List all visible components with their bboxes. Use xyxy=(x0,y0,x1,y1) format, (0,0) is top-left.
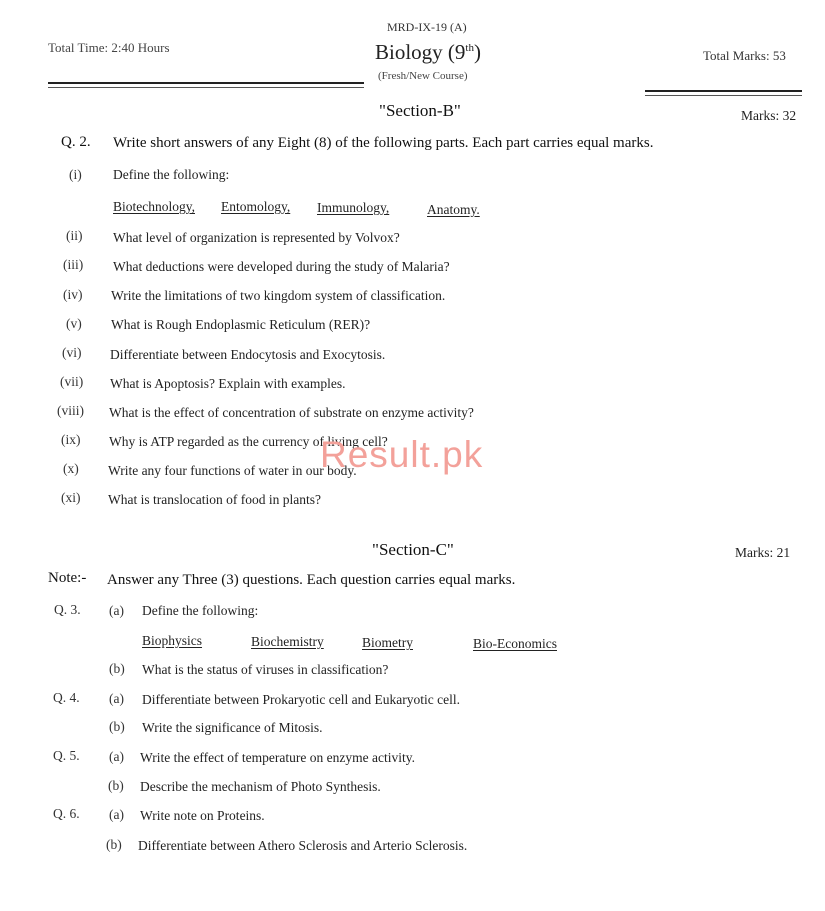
part-text: What level of organization is represented by Volvox? xyxy=(113,230,400,245)
question-number: Q. 3. xyxy=(54,602,81,617)
watermark: Result.pk xyxy=(320,434,484,475)
term-biophysics: Biophysics xyxy=(142,633,203,648)
part-text: Differentiate between Prokaryotic cell and Eukaryotic cell. xyxy=(142,692,460,707)
term-entomology: Entomology, xyxy=(221,199,291,214)
total-time: Total Time: 2:40 Hours xyxy=(48,40,170,55)
part-letter: (b) xyxy=(109,719,125,734)
term-biochemistry: Biochemistry xyxy=(251,634,324,649)
part-letter: (a) xyxy=(109,807,124,822)
header-rule-left xyxy=(48,82,364,84)
term-biometry: Biometry xyxy=(362,635,413,650)
total-marks: Total Marks: 53 xyxy=(703,48,786,63)
header-rule-left-lower xyxy=(48,87,364,88)
part-number: (viii) xyxy=(57,403,84,418)
part-text: What is Apoptosis? Explain with examples. xyxy=(110,376,346,391)
part-number: (v) xyxy=(66,316,82,331)
part-text: What deductions were developed during the study of Malaria? xyxy=(113,259,450,274)
section-b-title: "Section-B" xyxy=(379,101,461,120)
part-number: (xi) xyxy=(61,490,81,505)
part-letter: (b) xyxy=(108,778,124,793)
part-text: What is Rough Endoplasmic Reticulum (RER)? xyxy=(111,317,371,332)
part-number: (vii) xyxy=(60,374,84,389)
part-letter: (a) xyxy=(109,691,124,706)
part-number: (ix) xyxy=(61,432,81,447)
part-text: Write the limitations of two kingdom system of classification. xyxy=(111,288,446,303)
paper-code: MRD-IX-19 (A) xyxy=(387,20,467,34)
section-b-marks: Marks: 32 xyxy=(741,108,797,123)
note-label: Note:- xyxy=(48,570,87,586)
part-text: Write note on Proteins. xyxy=(140,808,265,823)
question-2-instruction: Write short answers of any Eight (8) of the following parts. Each part carries equal marks. xyxy=(113,135,654,151)
part-letter: (a) xyxy=(109,749,124,764)
part-number: (ii) xyxy=(66,228,83,243)
part-text: What is the effect of concentration of substrate on enzyme activity? xyxy=(109,405,474,420)
part-letter: (a) xyxy=(109,603,124,618)
part-number: (iii) xyxy=(63,257,84,272)
part-text: What is translocation of food in plants? xyxy=(108,492,321,507)
part-letter: (b) xyxy=(106,837,122,852)
course-label: (Fresh/New Course) xyxy=(378,70,468,82)
part-text: Write the significance of Mitosis. xyxy=(142,720,323,735)
term-immunology: Immunology, xyxy=(317,200,390,215)
part-text: Write the effect of temperature on enzyme activity. xyxy=(140,750,415,765)
section-c-marks: Marks: 21 xyxy=(735,545,791,560)
part-text: Write any four functions of water in our body. xyxy=(108,463,357,478)
question-number: Q. 4. xyxy=(53,690,80,705)
part-number: (x) xyxy=(63,461,79,476)
part-number: (i) xyxy=(69,167,82,182)
part-letter: (b) xyxy=(109,661,125,676)
question-number: Q. 5. xyxy=(53,748,80,763)
part-text: Define the following: xyxy=(142,603,259,618)
part-number: (vi) xyxy=(62,345,82,360)
question-number: Q. 6. xyxy=(53,806,80,821)
part-text: Describe the mechanism of Photo Synthesis. xyxy=(140,779,381,794)
part-text: Define the following: xyxy=(113,167,230,182)
section-c-title: "Section-C" xyxy=(372,540,454,559)
part-text: Why is ATP regarded as the currency of living cell? xyxy=(109,434,388,449)
part-text: Differentiate between Athero Sclerosis and Arterio Sclerosis. xyxy=(138,838,468,853)
question-2-label: Q. 2. xyxy=(61,134,91,150)
header-rule-right xyxy=(645,90,802,92)
term-biotechnology: Biotechnology, xyxy=(113,199,195,214)
part-text: Differentiate between Endocytosis and Exocytosis. xyxy=(110,347,386,362)
subject-title: Biology (9th) xyxy=(375,40,481,64)
note-text: Answer any Three (3) questions. Each question carries equal marks. xyxy=(107,572,516,588)
header-rule-right-lower xyxy=(645,95,802,96)
part-number: (iv) xyxy=(63,287,83,302)
term-bio-economics: Bio-Economics xyxy=(473,636,557,651)
term-anatomy: Anatomy. xyxy=(427,202,480,217)
part-text: What is the status of viruses in classification? xyxy=(142,662,389,677)
